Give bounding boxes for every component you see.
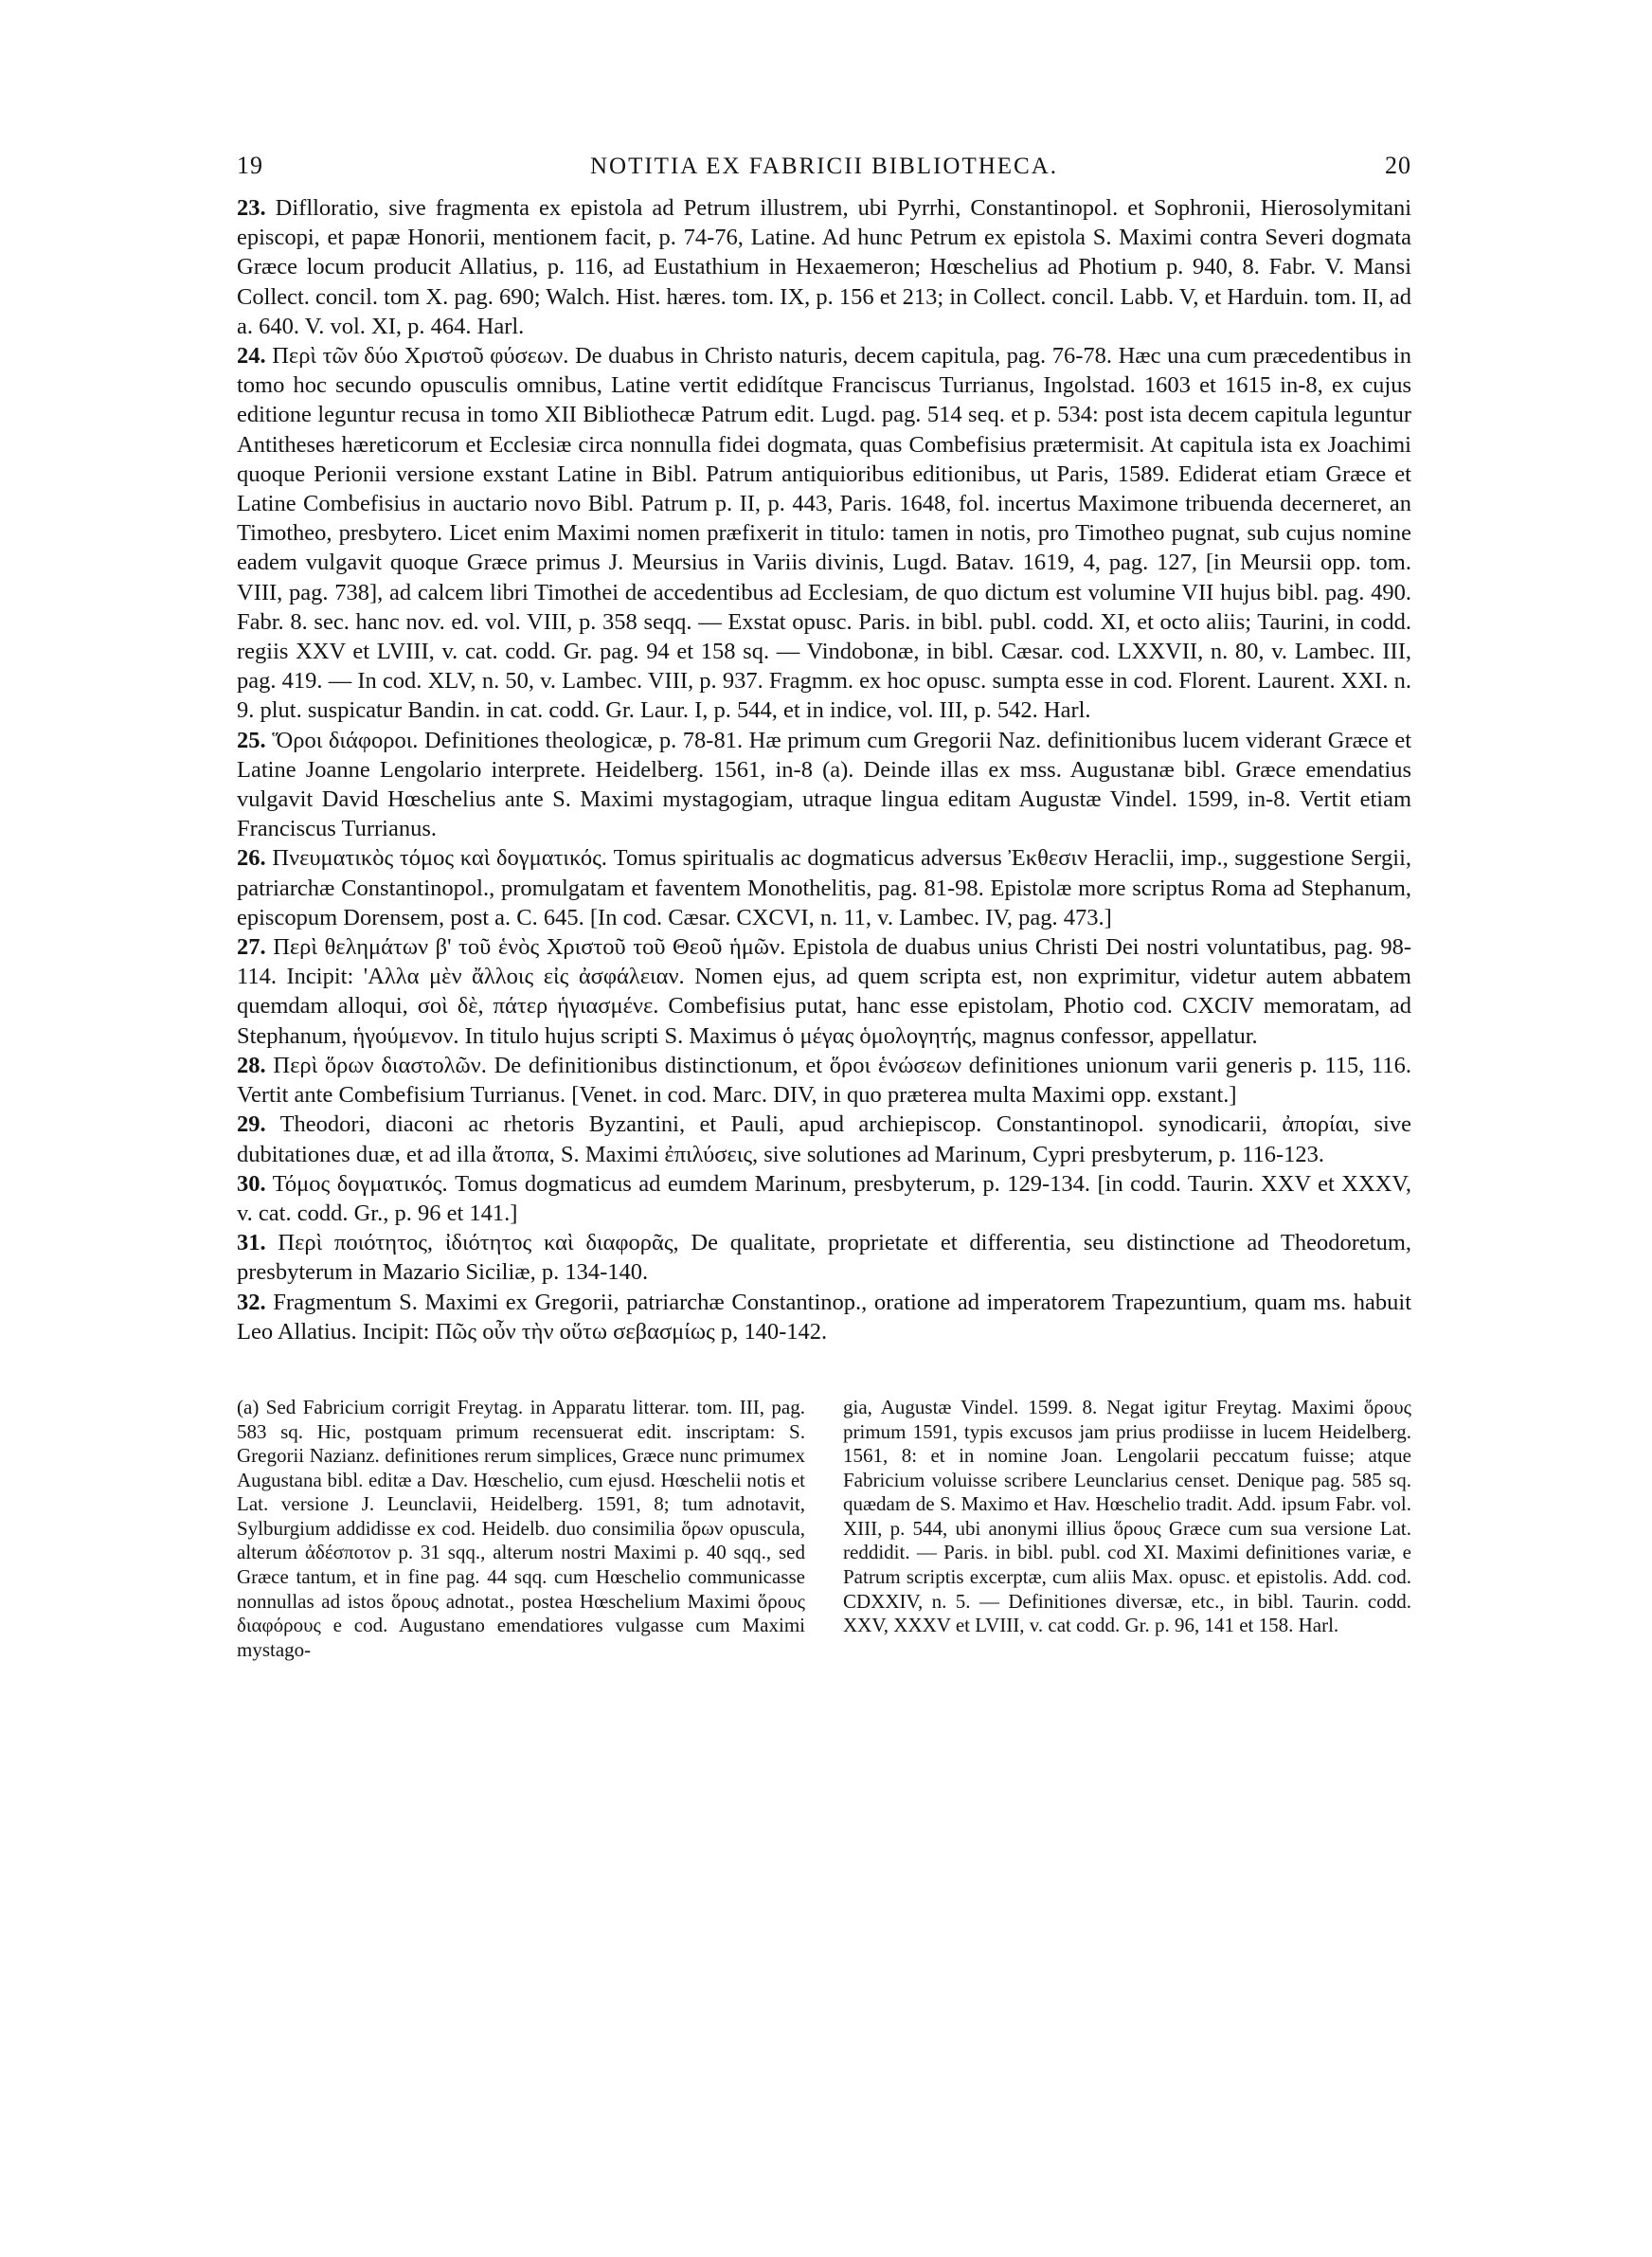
entry-number: 28. [237, 1052, 266, 1078]
entry-23 [237, 193, 1411, 341]
entry-24 [237, 341, 1411, 726]
entry-text: Τόμος δογματικός. Tomus dogmaticus ad eumdem Marinum, presbyterum, p. 129-134. [in codd. Taurin. XXV et XXXV, v. cat. codd. Gr., p. 96 et 141.] [237, 1170, 1412, 1226]
entry-number: 27. [237, 934, 266, 961]
entry-number: 24. [237, 343, 266, 370]
footnotes [237, 1396, 1411, 1663]
entry-30 [237, 1169, 1411, 1228]
entry-number: 31. [237, 1230, 266, 1256]
running-header [237, 152, 1411, 193]
entry-number: 30. [237, 1170, 266, 1197]
entry-number: 26. [237, 845, 266, 872]
entry-31 [237, 1228, 1411, 1287]
entry-25 [237, 726, 1411, 844]
entry-text: Ὅροι διάφοροι. Definitiones theologicæ, p. 78-81. Hæ primum cum Gregorii Naz. definitionibus lucem viderant Græce et Latine Joanne Lengolario interprete. Heidelberg. 1561, in-8 (a). Deinde illas ex mss. Augustanæ bibl. Græce emendatius vulgavit David Hœschelius ante S. Maximi mystagogiam, utraque lingua editam Augustæ Vindel. 1599, in-8. Vertit etiam Franciscus Turrianus. [237, 727, 1412, 842]
entry-text: Πνευματικὸς τόμος καὶ δογματικός. Tomus spiritualis ac dogmaticus adversus Ἐκθεσιν Heraclii, imp., suggestione Sergii, patriarchæ Constantinopol., promulgatam et faventem Monothelitis, pag. 81-98. Epistolæ more scriptus Roma ad Stephanum, episcopum Dorensem, post a. C. 645. [In cod. Cæsar. CXCVI, n. 11, v. Lambec. IV, pag. 473.] [237, 845, 1411, 930]
entry-27 [237, 932, 1411, 1051]
entry-26 [237, 843, 1411, 932]
left-page-number: 19 [237, 152, 263, 179]
entry-text: Περὶ τῶν δύο Χριστοῦ φύσεων. De duabus in Christo naturis, decem capitula, pag. 76-78. Hæc una cum præcedentibus in tomo hoc secundo opusculis omnibus, Latine vertit edidítque Franciscus Turrianus, Ingolstad. 1603 et 1615 in-8, ex cujus editione leguntur recusa in tomo XII Bibliothecæ Patrum edit. Lugd. pag. 514 seq. et p. 534: post ista decem capitula leguntur Antitheses hæreticorum et Ecclesiæ circa nonnulla fidei dogmata, quas Combefisius prætermisit. At capitula ista ex Joachimi quoque Perionii versione exstant Latine in Bibl. Patrum antiquioribus editionibus, ut Paris, 1589. Ediderat etiam Græce et Latine Combefisius in auctario novo Bibl. Patrum p. II, p. 443, Paris. 1648, fol. incertus Maximone tribuenda decerneret, an Timotheo, presbytero. Licet enim Maximi nomen præfixerit in titulo: tamen in notis, pro Timotheo pugnat, sub cujus nomine eadem vulgavit quoque Græce primus J. Meursius in Variis divinis, Lugd. Batav. 1619, 4, pag. 127, [in Meursii opp. tom. VIII, pag. 738], ad calcem libri Timothei de accedentibus ad Ecclesiam, de quo dictum est volumine VII hujus bibl. pag. 490. Fabr. 8. sec. hanc nov. ed. vol. VIII, p. 358 seqq. — Exstat opusc. Paris. in bibl. publ. codd. XI, et octo aliis; Taurini, in codd. regiis XXV et LVIII, v. cat. codd. Gr. pag. 94 et 158 sq. — Vindobonæ, in bibl. Cæsar. cod. LXXVII, n. 80, v. Lambec. III, pag. 419. — In cod. XLV, n. 50, v. Lambec. VIII, p. 937. Fragmm. ex hoc opusc. sumpta esse in cod. Florent. Laurent. XXI. n. 9. plut. suspicatur Bandin. in cat. codd. Gr. Laur. I, p. 544, et in indice, vol. III, p. 542. Harl. [237, 343, 1411, 724]
entry-number: 25. [237, 727, 266, 753]
entry-29 [237, 1110, 1411, 1168]
main-text [237, 193, 1411, 1346]
entry-text: Theodori, diaconi ac rhetoris Byzantini, et Pauli, apud archiepiscop. Constantinopol. synodicarii, ἀπορίαι, sive dubitationes duæ, et ad illa ἄτοπα, S. Maximi ἐπιλύσεις, sive solutiones ad Marinum, Cypri presbyterum, p. 116-123. [237, 1111, 1411, 1167]
entry-number: 23. [237, 195, 266, 221]
entry-text: Περὶ ποιότητος, ἰδιότητος καὶ διαφορᾶς, De qualitate, proprietate et differentia, seu distinctione ad Theodoretum, presbyterum in Mazario Siciliæ, p. 134-140. [237, 1230, 1412, 1286]
document-page [237, 152, 1411, 2141]
right-page-number: 20 [1385, 152, 1411, 179]
entry-32 [237, 1288, 1411, 1346]
entry-text: Fragmentum S. Maximi ex Gregorii, patriarchæ Constantinop., oratione ad imperatorem Trapezuntium, quam ms. habuit Leo Allatius. Incipit: Πῶς οὖν τὴν οὕτω σεβασμίως p, 140-142. [237, 1289, 1411, 1345]
footnote-right-column: gia, Augustæ Vindel. 1599. 8. Negat igitur Freytag. Maximi ὅρους primum 1591, typis excusos jam prius prodiisse in lucem Heidelberg. 1561, 8: et in nomine Joan. Lengolarii peccatum fuisse; atque Fabricium voluisse scribere Leunclarius censet. Denique pag. 585 sq. quædam de S. Maximo et Hav. Hœschelio tradit. Add. ipsum Fabr. vol. XIII, p. 544, ubi anonymi illius ὅρους Græce cum sua versione Lat. reddidit. — Paris. in bibl. publ. cod XI. Maximi definitiones variæ, e Patrum scriptis excerptæ, cum aliis Max. opusc. et epistolis. Add. cod. CDXXIV, n. 5. — Definitiones diversæ, etc., in bibl. Taurin. codd. XXV, XXXV et LVIII, v. cat codd. Gr. p. 96, 141 et 158. Harl. [843, 1395, 1411, 1637]
entry-text: Περὶ θελημάτων β' τοῦ ἑνὸς Χριστοῦ τοῦ Θεοῦ ἡμῶν. Epistola de duabus unius Christi Dei nostri voluntatibus, pag. 98-114. Incipit: 'Αλλα μὲν ἄλλοις εἰς ἀσφάλειαν. Nomen ejus, ad quem scripta est, non exprimitur, videtur autem abbatem quemdam alloqui, σοὶ δὲ, πάτερ ἡγιασμένε. Combefisius putat, hanc esse epistolam, Photio cod. CXCIV memoratam, ad Stephanum, ἡγούμενον. In titulo hujus scripti S. Maximus ὁ μέγας ὁμολογητής, magnus confessor, appellatur. [237, 934, 1411, 1049]
entry-28 [237, 1051, 1411, 1110]
entry-number: 32. [237, 1289, 266, 1315]
footnote-left-column: (a) Sed Fabricium corrigit Freytag. in Apparatu litterar. tom. III, pag. 583 sq. Hic, postquam primum recensuerat edit. inscriptam: S. Gregorii Nazianz. definitiones rerum simplices, Græce nunc primumex Augustana bibl. editæ a Dav. Hœschelio, cum ejusd. Hœschelii notis et Lat. versione J. Leunclavii, Heidelberg. 1591, 8; tum adnotavit, Sylburgium addidisse ex cod. Heidelb. duo consimilia ὅρων opuscula, alterum ἀδέσποτον p. 31 sqq., alterum nostri Maximi p. 40 sqq., sed Græce tantum, et in fine pag. 44 sqq. cum Hœschelio communicasse nonnullas ad istos ὅρους adnotat., postea Hœschelium Maximi ὅρους διαφόρους e cod. Augustano emendatiores vulgasse cum Maximi mystago- [237, 1395, 805, 1661]
running-title: NOTITIA EX FABRICII BIBLIOTHECA. [589, 153, 1059, 179]
entry-text: Diflloratio, sive fragmenta ex epistola ad Petrum illustrem, ubi Pyrrhi, Constantinopol. et Sophronii, Hierosolymitani episcopi, et papæ Honorii, mentionem facit, p. 74-76, Latine. Ad hunc Petrum ex epistola S. Maximi contra Severi dogmata Græce locum producit Allatius, p. 116, ad Eustathium in Hexaemeron; Hœschelius ad Photium p. 940, 8. Fabr. V. Mansi Collect. concil. tom X. pag. 690; Walch. Hist. hæres. tom. IX, p. 156 et 213; in Collect. concil. Labb. V, et Harduin. tom. II, ad a. 640. V. vol. XI, p. 464. Harl. [237, 195, 1411, 339]
entry-number: 29. [237, 1111, 266, 1138]
entry-text: Περὶ ὅρων διαστολῶν. De definitionibus distinctionum, et ὅροι ἑνώσεων definitiones unionum varii generis p. 115, 116. Vertit ante Combefisium Turrianus. [Venet. in cod. Marc. DIV, in quo præterea multa Maximi opp. exstant.] [237, 1052, 1411, 1109]
